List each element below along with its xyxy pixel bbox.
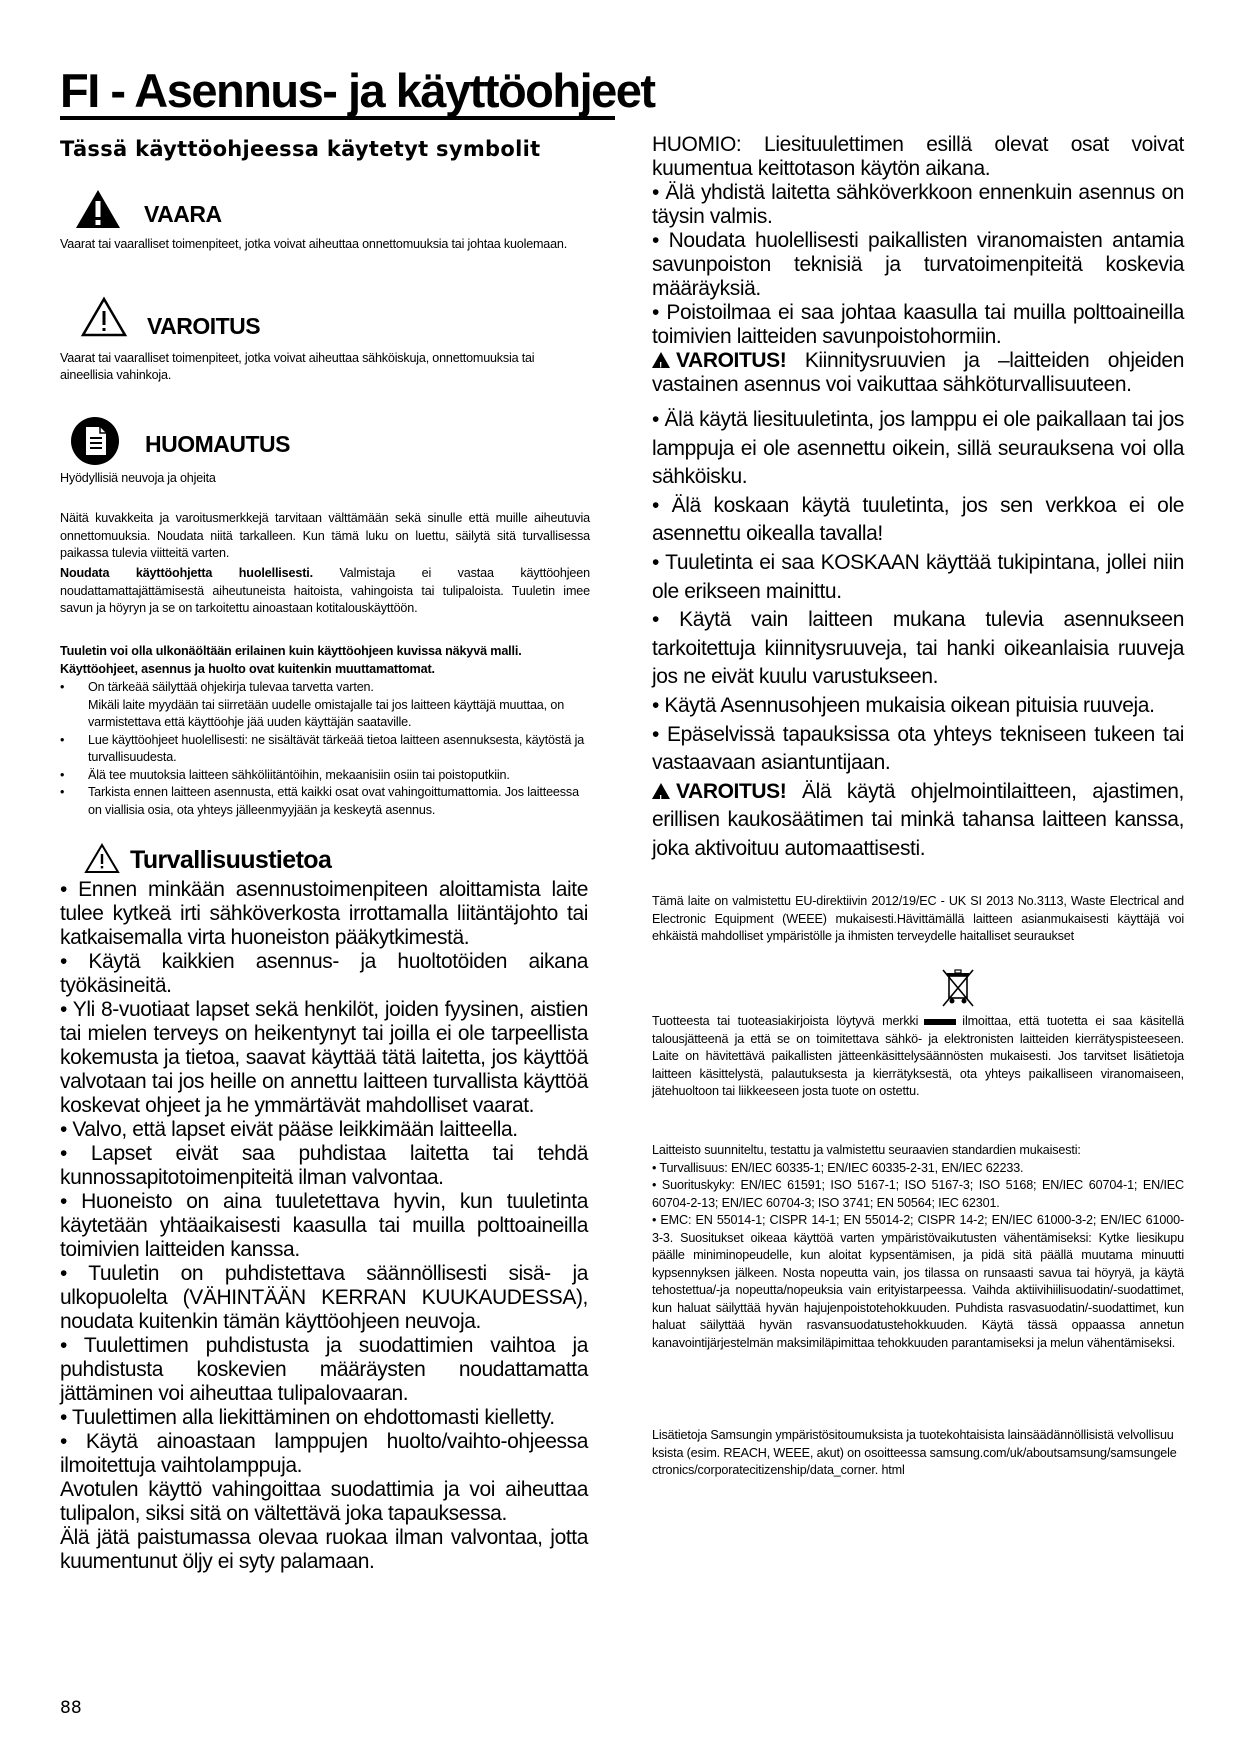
warning-icon <box>652 783 670 799</box>
warning-icon <box>652 352 670 368</box>
right-paragraph: HUOMIO: Liesituulettimen esillä olevat osat voivat kuumentua keittotason käytön aikana. <box>652 133 1184 180</box>
weee-symbol-paragraph: Tuotteesta tai tuoteasiakirjoista löytyvä merkki ilmoittaa, että tuotetta ei saa käsitellä talousjätteenä ja että se on toimitettava sähkö- ja elektronisten laitteiden kierrätyspisteeseen. Laite on hävitettävä paikallisten jätteenkäsittelysäännösten mukaisesti. Jos tarvitset lisätietoja laitteen käsittelystä, palautuksesta ja kierrätyksestä, ota yhteys paikalliseen viranomaiseen, jätehuoltoon tai liikkeeseen josta tuote on ostettu. <box>652 1014 1184 1098</box>
warning-icon <box>84 843 120 874</box>
standards-item: • Suorituskyky: EN/IEC 61591; ISO 5167-1; ISO 5167-3; ISO 5168; EN/IEC 60704-1; EN/IEC 60704-2-13; EN/IEC 60704-3; ISO 3741; EN 50564; IEC 62301. <box>652 1178 1184 1210</box>
symbols-subtitle: Tässä käyttöohjeessa käytetyt symbolit <box>60 137 541 161</box>
right-paragraph: • Älä yhdistä laitetta sähköverkkoon ennenkuin asennus on täysin valmis. <box>652 181 1184 228</box>
safety-paragraph: • Tuuletin on puhdistettava säännöllisesti sisä- ja ulkopuolelta (VÄHINTÄÄN KERRAN KUUKAUDESSA), noudata kuitenkin tämän käyttöohjeen neuvoja. <box>60 1262 588 1333</box>
huomautus-text: Hyödyllisiä neuvoja ja ohjeita <box>60 471 216 485</box>
right-paragraph: • Älä koskaan käytä tuuletinta, jos sen verkkoa ei ole asennettu oikealla tavalla! <box>652 493 1184 546</box>
weee-paragraph: Tämä laite on valmistettu EU-direktiivin 2012/19/EC - UK SI 2013 No.3113, Waste Electrical and Electronic Equipment (WEEE) mukaisesti.Hävittämällä laitteen asianmukaisesti käyttäjä voi ehkäistä mahdolliset ympäristölle ja ihmisten terveydelle haitalliset seuraukset <box>652 894 1184 943</box>
right-warning-2: !VAROITUS! Älä käytä ohjelmointilaitteen, ajastimen, erillisen kaukosäätimen tai minkä tahansa laitteen kanssa, joka aktivoituu automaattisesti. <box>652 778 1184 864</box>
safety-paragraph: • Käytä ainoastaan lamppujen huolto/vaihto-ohjeessa ilmoitettuja vaihtolamppuja. <box>60 1430 588 1477</box>
right-paragraph: • Epäselvissä tapauksissa ota yhteys tekniseen tukeen tai vastaavaan asiantuntijaan. <box>652 722 1184 775</box>
weee-bin-icon <box>940 967 976 1009</box>
right-paragraph: • Älä käytä liesituuletinta, jos lamppu ei ole paikallaan tai jos lamppuja ei ole asennettu oikein, sillä seurauksena voi olla sähköisku. <box>652 408 1184 489</box>
list-item: • On tärkeää säilyttää ohjekirja tulevaa tarvetta varten. Mikäli laite myydään tai siirretään uudelle omistajalle tai jos laitteen käyttäjä muuttaa, on varmistettava että käyttöohje jää uuden käyttäjän saataville. <box>60 679 590 732</box>
safety-paragraph: • Tuulettimen alla liekittäminen on ehdottomasti kielletty. <box>60 1406 555 1429</box>
page-number: 88 <box>60 1698 82 1718</box>
right-top-section <box>652 133 1184 397</box>
intro-paragraph-2: Noudata käyttöohjetta huolellisesti. Valmistaja ei vastaa käyttöohjeen noudattamattajättämisestä aiheutuneista haitoista, vahingoista tai tulipaloista. Tuuletin imee savun ja höyryn ja se on tarkoitettu ainoastaan kotitalouskäyttöön. <box>60 566 590 615</box>
safety-paragraph: • Tuulettimen puhdistusta ja suodattimien vaihtoa ja puhdistusta koskevien määräysten noudattamatta jättäminen voi aiheuttaa tulipalovaaran. <box>60 1334 588 1405</box>
right-paragraph: • Käytä Asennusohjeen mukaisia oikean pituisia ruuveja. <box>652 693 1155 717</box>
right-paragraph: • Tuuletinta ei saa KOSKAAN käyttää tukipintana, jollei niin ole erikseen mainittu. <box>652 550 1184 603</box>
varoitus-text: Vaarat tai vaaralliset toimenpiteet, jotka voivat aiheuttaa sähköiskuja, onnettomuuksia tai aineellisia vahinkoja. <box>60 351 535 382</box>
right-paragraph: • Käytä vain laitteen mukana tulevia asennukseen tarkoitettuja kiinnitysruuveja, tai hanki oikeanlaisia ruuveja jos ne eivät kuulu varustukseen. <box>652 608 1184 689</box>
list-item: • Tarkista ennen laitteen asennusta, että kaikki osat ovat vahingoittumattomia. Jos laitteessa on viallisia osia, ota yhteys jälleenmyyjään ja keskeytä asennus. <box>60 784 590 819</box>
right-mid-section <box>652 406 1184 864</box>
safety-paragraph: • Käytä kaikkien asennus- ja huoltotöiden aikana työkäsineitä. <box>60 950 588 997</box>
safety-paragraph: Älä jätä paistumassa olevaa ruokaa ilman valvontaa, jotta kuumentunut öljy ei syty palamaan. <box>60 1526 588 1573</box>
safety-paragraph: • Ennen minkään asennustoimenpiteen aloittamista laite tulee kytkeä irti sähköverkosta irrottamalla liitäntäjohto tai katkaisemalla virta huoneiston pääkytkimestä. <box>60 878 588 949</box>
vaara-text: Vaarat tai vaaralliset toimenpiteet, jotka voivat aiheuttaa onnettomuuksia tai johtaa kuolemaan. <box>60 237 568 251</box>
standards-intro: Laitteisto suunniteltu, testattu ja valmistettu seuraavien standardien mukaisesti: <box>652 1143 1081 1157</box>
warning-icon <box>80 296 128 338</box>
samsung-info-paragraph: Lisätietoja Samsungin ympäristösitoumuksista ja tuotekohtaisista lainsäädännöllisistä velvollisuuksista (esim. REACH, WEEE, akut) on osoitteessa samsung.com/uk/aboutsamsung/samsungelectronics/corporatecitizenship/data_corner. html <box>652 1428 1177 1477</box>
note-icon <box>70 416 120 466</box>
safety-section <box>60 878 588 1574</box>
safety-paragraph: • Huoneisto on aina tuuletettava hyvin, kun tuuletinta käytetään yhtäaikaisesti kaasulla tai muilla polttoaineilla toimivien laitteiden kanssa. <box>60 1190 588 1261</box>
intro-paragraph-3: Tuuletin voi olla ulkonäöltään erilainen kuin käyttöohjeen kuvissa näkyvä malli. Käyttöohjeet, asennus ja huolto ovat kuitenkin muuttamattomat. <box>60 644 522 676</box>
safety-paragraph: • Lapset eivät saa puhdistaa laitetta tai tehdä kunnossapitotoimenpiteitä ilman valvontaa. <box>60 1142 588 1189</box>
list-item: • Älä tee muutoksia laitteen sähköliitäntöihin, mekaanisiin osiin tai poistoputkiin. <box>60 767 590 785</box>
standards-item: • EMC: EN 55014-1; CISPR 14-1; EN 55014-2; CISPR 14-2; EN/IEC 61000-3-2; EN/IEC 61000-3-3. Suositukset oikeaa käyttöä varten ympäristövaikutusten vähentämiseksi: Kytke liesikupu päälle miniminopeudelle, kun aloitat kypsentämisen, ja pidä sitä päällä muutama minuutti kypsennyksen jälkeen. Nosta nopeutta vain, jos tilassa on runsaasti savua tai höyryä, ja käytä tehostettua/-ja nopeutta/nopeuksia vain erityistarpeessa. Vaihda aktiivihiilisuodatin/-suodattimet, kun haluat säilyttää hyvän hajujenpoistotehokkuuden. Puhdista rasvasuodatin/-suodattimet, kun haluat säilyttää hyvän rasvansuodatustehokkuuden. Käytä tässä oppaassa annetun kanavointijärjestelmän maksimiläpimittaa tehokkuuden parantamiseksi ja melun vähentämiseksi. <box>652 1213 1184 1350</box>
list-item: • Lue käyttöohjeet huolellisesti: ne sisältävät tärkeää tietoa laitteen asennuksesta, käytöstä ja turvallisuudesta. <box>60 732 590 767</box>
safety-paragraph: • Yli 8-vuotiaat lapset sekä henkilöt, joiden fyysinen, aistien tai mielen terveys on heikentynyt tai joilla ei ole tarpeellista kokemusta ja tietoa, saavat käyttää tätä laitetta, jos käyttöä valvotaan tai jos heille on annettu laitteen turvallista käyttöä koskevat ohjeet ja he ymmärtävät mahdolliset vaarat. <box>60 998 588 1117</box>
huomautus-heading: HUOMAUTUS <box>145 431 290 457</box>
vaara-heading: VAARA <box>144 201 222 227</box>
safety-paragraph: Avotulen käyttö vahingoittaa suodattimia ja voi aiheuttaa tulipalon, siksi sitä on vältettävä joka tapauksessa. <box>60 1478 588 1525</box>
varoitus-heading: VAROITUS <box>147 313 261 339</box>
standards-item: • Turvallisuus: EN/IEC 60335-1; EN/IEC 60335-2-31, EN/IEC 62233. <box>652 1160 1024 1175</box>
right-paragraph: • Poistoilmaa ei saa johtaa kaasulla tai muilla polttoaineilla toimivien laitteiden savunpoistohormiin. <box>652 301 1184 348</box>
safety-paragraph: • Valvo, että lapset eivät pääse leikkimään laitteella. <box>60 1118 518 1141</box>
intro-paragraph-1: Näitä kuvakkeita ja varoitusmerkkejä tarvitaan välttämään sekä sinulle että muille aiheutuvia onnettomuuksia. Noudata niitä tarkalleen. Kun tämä luku on luettu, säilytä sitä turvallisessa paikassa tulevia viitteitä varten. <box>60 511 590 560</box>
standards-section <box>652 1142 1184 1352</box>
weee-bar-symbol <box>924 1019 956 1025</box>
page-title: FI - Asennus- ja käyttöohjeet <box>60 66 615 120</box>
intro-bullet-list <box>60 679 590 819</box>
right-warning-1: !VAROITUS! Kiinnitysruuvien ja –laitteiden ohjeiden vastainen asennus voi vaikuttaa sähköturvallisuuteen. <box>652 349 1184 397</box>
right-paragraph: • Noudata huolellisesti paikallisten viranomaisten antamia savunpoiston teknisiä ja turvatoimenpiteitä koskevia määräyksiä. <box>652 229 1184 300</box>
safety-heading: Turvallisuustietoa <box>130 846 332 874</box>
danger-icon <box>74 188 122 230</box>
